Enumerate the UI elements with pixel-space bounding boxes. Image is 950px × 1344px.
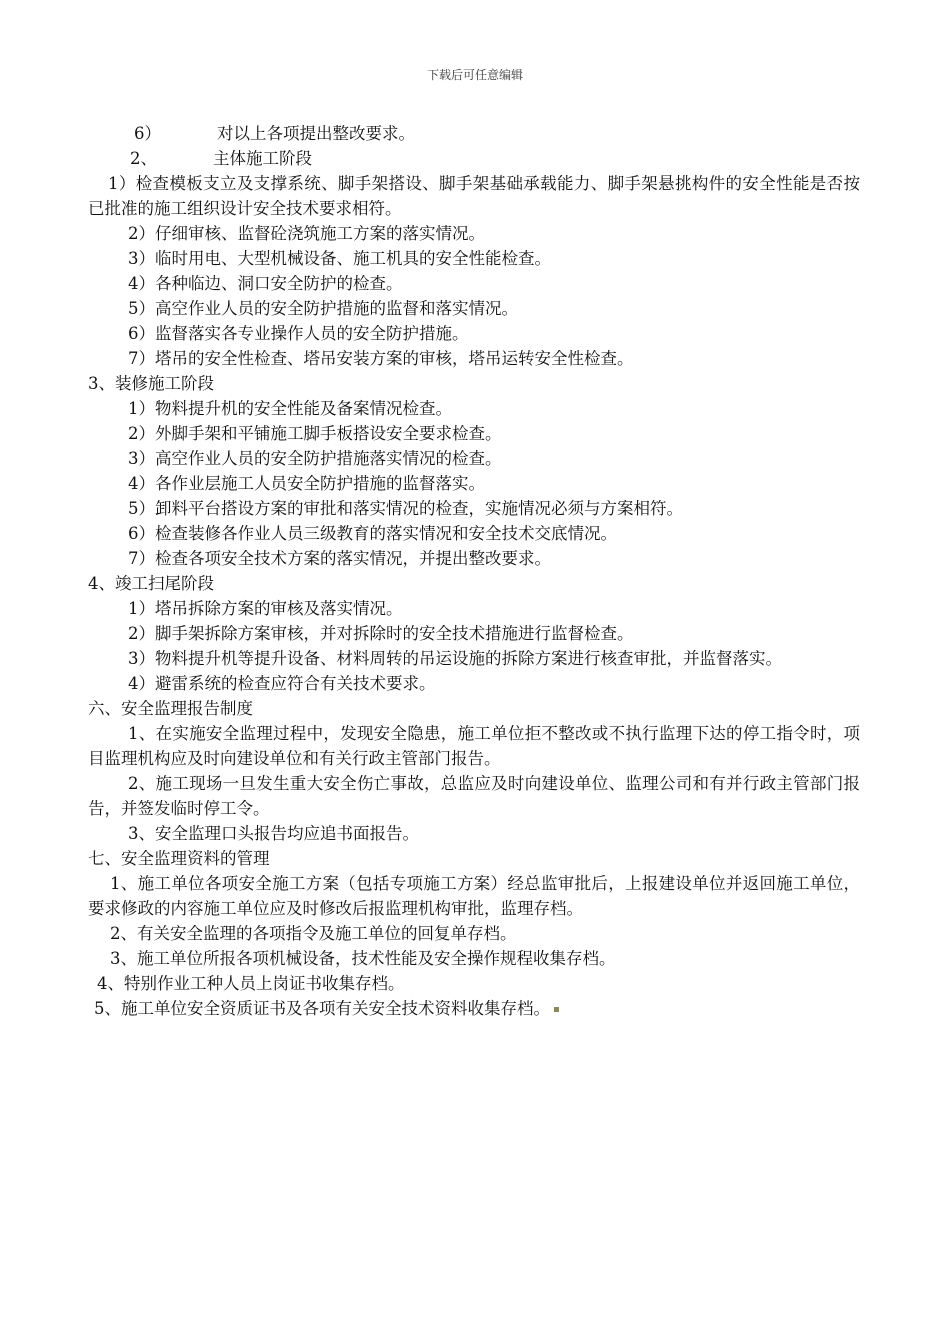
list-item: 4）各作业层施工人员安全防护措施的监督落实。 [128, 474, 485, 493]
page-header: 下载后可任意编辑 [426, 68, 523, 82]
list-item: 3、安全监理口头报告均应追书面报告。 [128, 824, 419, 843]
list-item: 4）避雷系统的检查应符合有关技术要求。 [128, 674, 436, 693]
item-number: 6） [134, 124, 161, 143]
list-item: 1）物料提升机的安全性能及备案情况检查。 [128, 399, 452, 418]
section-heading: 六、安全监理报告制度 [88, 699, 253, 718]
document-body [88, 121, 860, 1021]
list-item: 3、施工单位所报各项机械设备，技术性能及安全操作规程收集存档。 [110, 949, 616, 968]
list-item: 7）塔吊的安全性检查、塔吊安装方案的审核，塔吊运转安全性检查。 [128, 349, 634, 368]
list-item: 2、施工现场一旦发生重大安全伤亡事故，总监应及时向建设单位、监理公司和有并行政主管部门报告，并签发临时停工令。 [88, 774, 860, 818]
section-heading: 七、安全监理资料的管理 [88, 849, 270, 868]
section-heading: 4、竣工扫尾阶段 [88, 574, 214, 593]
list-item: 6）监督落实各专业操作人员的安全防护措施。 [128, 324, 469, 343]
item-text: 5、施工单位安全资质证书及各项有关安全技术资料收集存档。 [94, 999, 550, 1018]
list-item: 7）检查各项安全技术方案的落实情况，并提出整改要求。 [128, 549, 551, 568]
list-item: 3）临时用电、大型机械设备、施工机具的安全性能检查。 [128, 249, 551, 268]
list-item: 1）塔吊拆除方案的审核及落实情况。 [128, 599, 403, 618]
list-item: 1、施工单位各项安全施工方案（包括专项施工方案）经总监审批后，上报建设单位并返回施工单位，要求修政的内容施工单位应及时修改后报监理机构审批，监理存档。 [88, 874, 860, 918]
list-item: 2）仔细审核、监督砼浇筑施工方案的落实情况。 [128, 224, 485, 243]
list-item: 5）高空作业人员的安全防护措施的监督和落实情况。 [128, 299, 518, 318]
list-item: 3）高空作业人员的安全防护措施落实情况的检查。 [128, 449, 502, 468]
list-item: 4、特别作业工种人员上岗证书收集存档。 [97, 974, 405, 993]
list-item: 1）检查模板支立及支撑系统、脚手架搭设、脚手架基础承载能力、脚手架悬挑构件的安全性能是否按已批准的施工组织设计安全技术要求相符。 [88, 174, 860, 218]
list-item: 2、有关安全监理的各项指令及施工单位的回复单存档。 [110, 924, 517, 943]
list-item: 2）外脚手架和平铺施工脚手板搭设安全要求检查。 [128, 424, 502, 443]
section-heading [88, 146, 860, 171]
list-item: 1、在实施安全监理过程中，发现安全隐患，施工单位拒不整改或不执行监理下达的停工指令时，项目监理机构应及时向建设单位和有关行政主管部门报告。 [88, 724, 860, 768]
list-item [88, 996, 860, 1021]
section-heading: 3、装修施工阶段 [88, 374, 214, 393]
item-number: 2、 [130, 149, 157, 168]
list-item: 6）检查装修各作业人员三级教育的落实情况和安全技术交底情况。 [128, 524, 617, 543]
list-item [88, 121, 860, 146]
item-text: 主体施工阶段 [213, 149, 312, 168]
list-item: 3）物料提升机等提升设备、材料周转的吊运设施的拆除方案进行核查审批，并监督落实。 [128, 649, 782, 668]
list-item: 5）卸料平台搭设方案的审批和落实情况的检查，实施情况必须与方案相符。 [128, 499, 683, 518]
list-item: 4）各种临边、洞口安全防护的检查。 [128, 274, 403, 293]
item-text: 对以上各项提出整改要求。 [217, 124, 415, 143]
end-mark-icon [554, 1007, 559, 1012]
list-item: 2）脚手架拆除方案审核，并对拆除时的安全技术措施进行监督检查。 [128, 624, 634, 643]
